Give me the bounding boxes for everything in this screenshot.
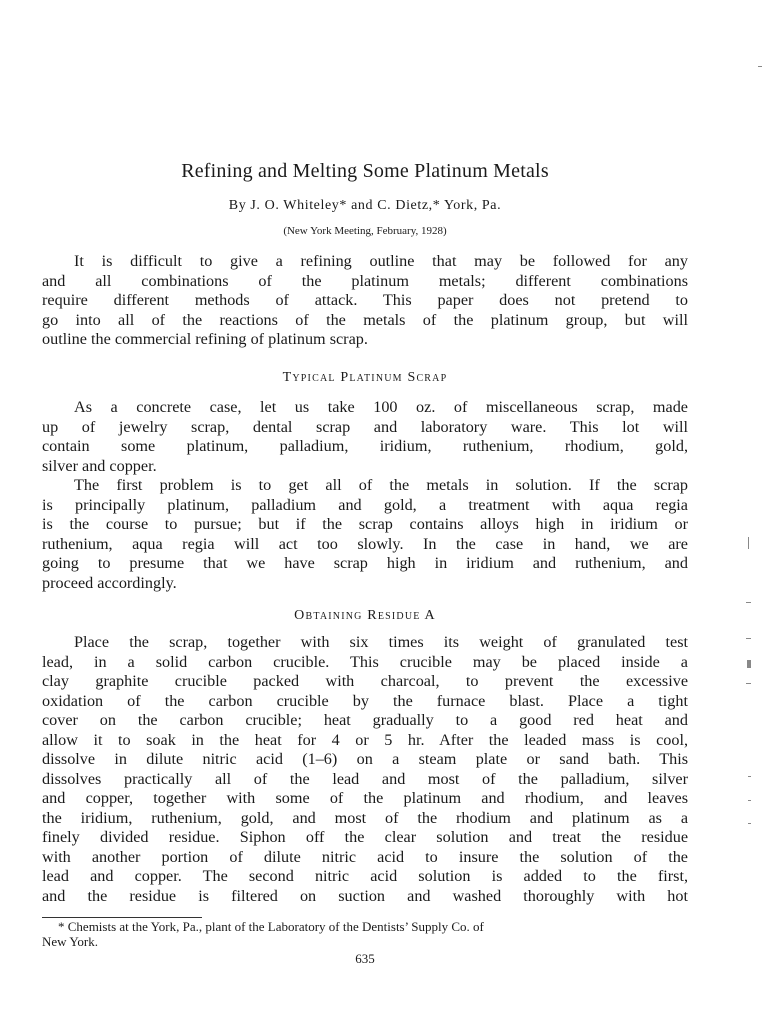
footnote bbox=[42, 919, 688, 949]
residue-line-3: clay graphite crucible packed with charcoal, to prevent the excessive bbox=[42, 672, 688, 690]
scan-speck bbox=[748, 800, 751, 801]
scan-speck bbox=[746, 638, 751, 639]
meeting-note: (New York Meeting, February, 1928) bbox=[283, 225, 447, 237]
scan-speck bbox=[747, 660, 751, 668]
intro-line-2: and all combinations of the platinum metals; different combinations bbox=[42, 271, 688, 290]
footnote-line-2: New York. bbox=[42, 934, 98, 949]
footnote-rule bbox=[42, 917, 202, 918]
residue-line-8: dissolves practically all of the lead and most of the palladium, silver bbox=[42, 769, 688, 788]
solution-line-1: The first problem is to get all of the metals in solution. If the scrap bbox=[74, 476, 688, 494]
residue-line-13: lead and copper. The second nitric acid solution is added to the first, bbox=[42, 867, 688, 885]
residue-line-14: and the residue is filtered on suction and washed thoroughly with hot bbox=[42, 886, 688, 905]
section-heading-residue-a: Obtaining Residue A bbox=[294, 608, 436, 623]
section-heading-typical-scrap: Typical Platinum Scrap bbox=[282, 370, 448, 385]
residue-line-6: allow it to soak in the heat for 4 or 5 hr. After the leaded mass is cool, bbox=[42, 730, 688, 749]
residue-line-11: finely divided residue. Siphon off the clear solution and treat the residue bbox=[42, 828, 688, 846]
solution-line-3: is the course to pursue; but if the scrap contains alloys high in iridium or bbox=[42, 515, 688, 533]
scrap-paragraph bbox=[42, 398, 688, 476]
paper-title: Refining and Melting Some Platinum Metals bbox=[181, 160, 549, 182]
scan-speck bbox=[746, 602, 751, 603]
author-byline: By J. O. Whiteley* and C. Dietz,* York, Pa. bbox=[228, 198, 502, 213]
intro-paragraph bbox=[42, 252, 688, 350]
solution-line-2: is principally platinum, palladium and gold, a treatment with aqua regia bbox=[42, 495, 688, 514]
solution-line-4: ruthenium, aqua regia will act too slowly. In the case in hand, we are bbox=[42, 534, 688, 553]
scrap-line-1: As a concrete case, let us take 100 oz. of miscellaneous scrap, made bbox=[74, 398, 688, 416]
residue-line-9: and copper, together with some of the platinum and rhodium, and leaves bbox=[42, 789, 688, 807]
residue-line-12: with another portion of dilute nitric acid to insure the solution of the bbox=[42, 847, 688, 866]
residue-line-7: dissolve in dilute nitric acid (1–6) on a steam plate or sand bath. This bbox=[42, 750, 688, 768]
scan-speck bbox=[748, 823, 751, 824]
intro-line-3: require different methods of attack. This paper does not pretend to bbox=[42, 291, 688, 309]
residue-line-1: Place the scrap, together with six times its weight of granulated test bbox=[74, 633, 688, 651]
page-number: 635 bbox=[355, 951, 375, 966]
solution-line-5: going to presume that we have scrap high in iridium and ruthenium, and bbox=[42, 554, 688, 572]
scan-speck bbox=[758, 66, 762, 67]
solution-line-6: proceed accordingly. bbox=[42, 573, 177, 592]
footnote-line-1: * Chemists at the York, Pa., plant of the Laboratory of the Dentists’ Supply Co. of bbox=[58, 919, 484, 934]
intro-line-1: It is difficult to give a refining outline that may be followed for any bbox=[74, 252, 688, 270]
residue-line-10: the iridium, ruthenium, gold, and most of the rhodium and platinum as a bbox=[42, 808, 688, 827]
scrap-line-3: contain some platinum, palladium, iridium, ruthenium, rhodium, gold, bbox=[42, 437, 688, 455]
residue-paragraph bbox=[42, 633, 688, 906]
scan-speck bbox=[748, 776, 751, 777]
scan-speck bbox=[746, 683, 751, 684]
residue-line-5: cover on the carbon crucible; heat gradually to a good red heat and bbox=[42, 711, 688, 729]
scrap-line-2: up of jewelry scrap, dental scrap and laboratory ware. This lot will bbox=[42, 417, 688, 436]
scan-speck bbox=[748, 537, 749, 549]
intro-line-4: go into all of the reactions of the metals of the platinum group, but will bbox=[42, 310, 688, 329]
residue-line-2: lead, in a solid carbon crucible. This crucible may be placed inside a bbox=[42, 652, 688, 671]
solution-paragraph bbox=[42, 476, 688, 593]
scrap-line-4: silver and copper. bbox=[42, 456, 157, 475]
intro-line-5: outline the commercial refining of platinum scrap. bbox=[42, 330, 368, 348]
residue-line-4: oxidation of the carbon crucible by the furnace blast. Place a tight bbox=[42, 691, 688, 710]
